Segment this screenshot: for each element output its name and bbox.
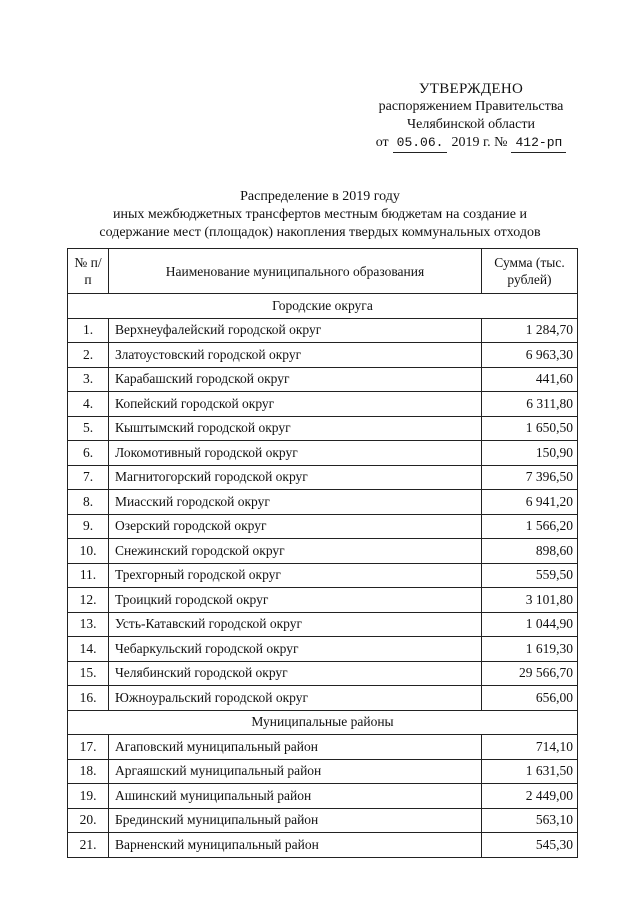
title-line-2: иных межбюджетных трансфертов местным бюджетам на создание и [113, 207, 527, 222]
row-name: Магнитогорский городской округ [109, 465, 482, 490]
approval-from: от [375, 135, 389, 150]
row-sum: 545,30 [482, 833, 578, 858]
header-sum: Сумма (тыс. рублей) [482, 249, 578, 294]
row-sum: 7 396,50 [482, 465, 578, 490]
row-number: 5. [68, 416, 109, 441]
table-row [68, 784, 578, 809]
row-sum: 150,90 [482, 441, 578, 466]
row-number: 14. [68, 637, 109, 662]
row-sum: 29 566,70 [482, 661, 578, 686]
row-number: 17. [68, 735, 109, 760]
approval-date-line [366, 134, 576, 153]
table-row [68, 539, 578, 564]
row-sum: 2 449,00 [482, 784, 578, 809]
table-row [68, 612, 578, 637]
row-sum: 559,50 [482, 563, 578, 588]
approval-stamp [366, 80, 576, 153]
row-name: Чебаркульский городской округ [109, 637, 482, 662]
row-number: 4. [68, 392, 109, 417]
table-row [68, 318, 578, 343]
approval-heading: УТВЕРЖДЕНО [418, 81, 524, 97]
table-row [68, 637, 578, 662]
row-number: 7. [68, 465, 109, 490]
row-sum: 1 044,90 [482, 612, 578, 637]
approval-line-2: Челябинской области [407, 117, 535, 132]
table-row [68, 465, 578, 490]
title-line-1: Распределение в 2019 году [240, 189, 400, 204]
table-header-row [68, 249, 578, 294]
row-number: 2. [68, 343, 109, 368]
table-row [68, 343, 578, 368]
row-number: 3. [68, 367, 109, 392]
table-row [68, 808, 578, 833]
approval-year: 2019 г. № [451, 135, 508, 150]
row-name: Брединский муниципальный район [109, 808, 482, 833]
table-row [68, 563, 578, 588]
row-number: 9. [68, 514, 109, 539]
row-name: Озерский городской округ [109, 514, 482, 539]
row-sum: 898,60 [482, 539, 578, 564]
approval-number: 412-рп [511, 134, 566, 153]
row-number: 19. [68, 784, 109, 809]
row-name: Усть-Катавский городской округ [109, 612, 482, 637]
section-row [68, 294, 578, 319]
row-sum: 563,10 [482, 808, 578, 833]
section-row [68, 710, 578, 735]
table-row [68, 514, 578, 539]
row-name: Златоустовский городской округ [109, 343, 482, 368]
table-row [68, 661, 578, 686]
table-row [68, 416, 578, 441]
row-number: 10. [68, 539, 109, 564]
table-body [68, 294, 578, 858]
row-sum: 1 284,70 [482, 318, 578, 343]
row-number: 20. [68, 808, 109, 833]
row-name: Варненский муниципальный район [109, 833, 482, 858]
row-sum: 3 101,80 [482, 588, 578, 613]
row-number: 6. [68, 441, 109, 466]
row-sum: 6 941,20 [482, 490, 578, 515]
row-number: 21. [68, 833, 109, 858]
row-name: Челябинский городской округ [109, 661, 482, 686]
section-title: Городские округа [68, 294, 578, 319]
row-number: 13. [68, 612, 109, 637]
table-row [68, 759, 578, 784]
row-sum: 1 650,50 [482, 416, 578, 441]
row-sum: 6 963,30 [482, 343, 578, 368]
row-sum: 441,60 [482, 367, 578, 392]
row-name: Снежинский городской округ [109, 539, 482, 564]
document-title [70, 188, 570, 242]
row-name: Троицкий городской округ [109, 588, 482, 613]
row-name: Верхнеуфалейский городской округ [109, 318, 482, 343]
row-name: Ашинский муниципальный район [109, 784, 482, 809]
row-number: 12. [68, 588, 109, 613]
row-sum: 1 619,30 [482, 637, 578, 662]
table-row [68, 588, 578, 613]
table-row [68, 735, 578, 760]
header-num: № п/п [68, 249, 109, 294]
row-name: Агаповский муниципальный район [109, 735, 482, 760]
row-sum: 6 311,80 [482, 392, 578, 417]
row-number: 16. [68, 686, 109, 711]
row-name: Кыштымский городской округ [109, 416, 482, 441]
row-sum: 714,10 [482, 735, 578, 760]
title-line-3: содержание мест (площадок) накопления твердых коммунальных отходов [99, 225, 541, 240]
row-sum: 1 631,50 [482, 759, 578, 784]
row-number: 11. [68, 563, 109, 588]
row-name: Миасский городской округ [109, 490, 482, 515]
table-row [68, 833, 578, 858]
approval-line-1: распоряжением Правительства [378, 99, 564, 114]
distribution-table [67, 248, 578, 858]
row-name: Аргаяшский муниципальный район [109, 759, 482, 784]
section-title: Муниципальные районы [68, 710, 578, 735]
row-number: 8. [68, 490, 109, 515]
table-row [68, 441, 578, 466]
header-name: Наименование муниципального образования [109, 249, 482, 294]
table-row [68, 490, 578, 515]
row-sum: 656,00 [482, 686, 578, 711]
row-name: Южноуральский городской округ [109, 686, 482, 711]
row-name: Трехгорный городской округ [109, 563, 482, 588]
row-name: Карабашский городской округ [109, 367, 482, 392]
row-sum: 1 566,20 [482, 514, 578, 539]
row-number: 15. [68, 661, 109, 686]
row-number: 18. [68, 759, 109, 784]
row-name: Локомотивный городской округ [109, 441, 482, 466]
table-row [68, 367, 578, 392]
row-number: 1. [68, 318, 109, 343]
approval-date: 05.06. [393, 134, 448, 153]
table-row [68, 392, 578, 417]
row-name: Копейский городской округ [109, 392, 482, 417]
table-row [68, 686, 578, 711]
